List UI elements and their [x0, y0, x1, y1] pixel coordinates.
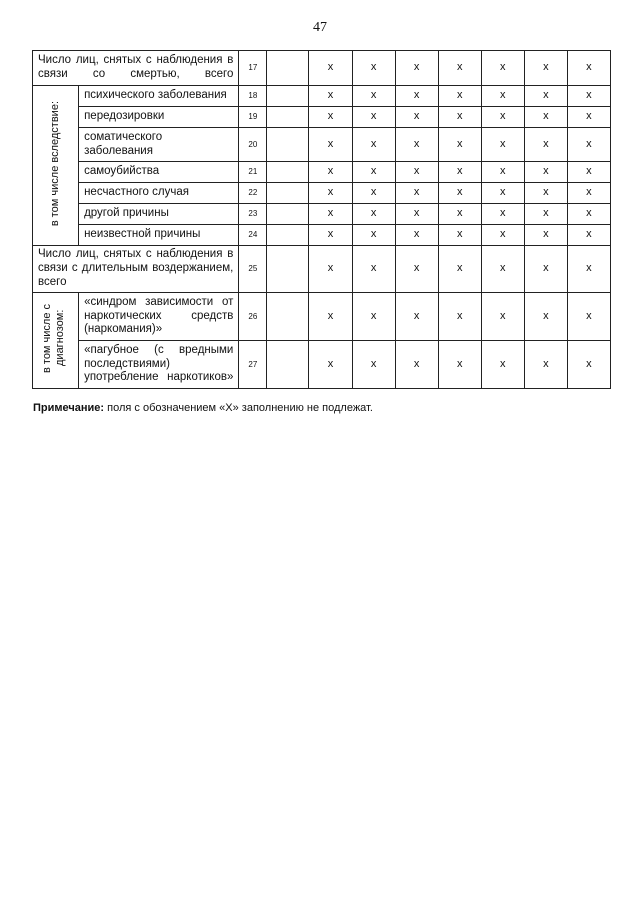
x-mark: x	[438, 107, 481, 128]
x-mark: x	[524, 107, 567, 128]
x-mark: x	[309, 246, 352, 293]
x-mark: x	[309, 204, 352, 225]
x-mark: x	[481, 183, 524, 204]
note-title: Примечание:	[33, 402, 105, 414]
x-mark: x	[524, 246, 567, 293]
row-code: 26	[239, 293, 267, 341]
x-mark: x	[395, 51, 438, 86]
row-label: несчастного случая	[79, 183, 239, 204]
x-mark: x	[481, 86, 524, 107]
x-mark: x	[567, 107, 610, 128]
x-mark: x	[481, 162, 524, 183]
report-table	[32, 50, 611, 389]
x-mark: x	[438, 293, 481, 341]
row-code: 22	[239, 183, 267, 204]
x-mark: x	[567, 246, 610, 293]
x-mark: x	[567, 204, 610, 225]
table-row-21	[33, 162, 611, 183]
row-label: «пагубное (с вредными последствиями) употребление наркотиков»	[79, 341, 239, 389]
row-code: 21	[239, 162, 267, 183]
data-cell[interactable]	[267, 128, 309, 162]
x-mark: x	[395, 246, 438, 293]
x-mark: x	[395, 128, 438, 162]
x-mark: x	[567, 162, 610, 183]
x-mark: x	[309, 183, 352, 204]
row-code: 23	[239, 204, 267, 225]
data-cell[interactable]	[267, 86, 309, 107]
x-mark: x	[352, 51, 395, 86]
x-mark: x	[395, 341, 438, 389]
x-mark: x	[524, 225, 567, 246]
x-mark: x	[481, 128, 524, 162]
table-row-18	[33, 86, 611, 107]
row-code: 19	[239, 107, 267, 128]
x-mark: x	[395, 162, 438, 183]
row-label: соматического заболевания	[79, 128, 239, 162]
x-mark: x	[438, 128, 481, 162]
table-row-25	[33, 246, 611, 293]
group-label-diagnosis: в том числе с диагнозом:	[33, 293, 79, 389]
row-code: 24	[239, 225, 267, 246]
table-row-19	[33, 107, 611, 128]
x-mark: x	[309, 107, 352, 128]
data-cell[interactable]	[267, 51, 309, 86]
x-mark: x	[395, 183, 438, 204]
x-mark: x	[524, 86, 567, 107]
x-mark: x	[524, 162, 567, 183]
x-mark: x	[481, 246, 524, 293]
row-code: 20	[239, 128, 267, 162]
row-label: самоубийства	[79, 162, 239, 183]
x-mark: x	[481, 225, 524, 246]
row-label: психического заболевания	[79, 86, 239, 107]
x-mark: x	[481, 204, 524, 225]
table-row-26	[33, 293, 611, 341]
x-mark: x	[395, 293, 438, 341]
x-mark: x	[309, 293, 352, 341]
x-mark: x	[524, 128, 567, 162]
table-row-20	[33, 128, 611, 162]
data-cell[interactable]	[267, 341, 309, 389]
table-row-17	[33, 51, 611, 86]
x-mark: x	[352, 293, 395, 341]
x-mark: x	[352, 86, 395, 107]
table-row-24	[33, 225, 611, 246]
x-mark: x	[438, 204, 481, 225]
x-mark: x	[395, 204, 438, 225]
row-code: 18	[239, 86, 267, 107]
x-mark: x	[481, 341, 524, 389]
data-cell[interactable]	[267, 246, 309, 293]
x-mark: x	[352, 204, 395, 225]
x-mark: x	[481, 107, 524, 128]
x-mark: x	[309, 225, 352, 246]
data-cell[interactable]	[267, 225, 309, 246]
x-mark: x	[352, 107, 395, 128]
group-label-cause: в том числе вследствие:	[33, 86, 79, 246]
x-mark: x	[438, 341, 481, 389]
x-mark: x	[309, 341, 352, 389]
x-mark: x	[438, 225, 481, 246]
x-mark: x	[352, 246, 395, 293]
x-mark: x	[438, 162, 481, 183]
x-mark: x	[438, 183, 481, 204]
x-mark: x	[352, 225, 395, 246]
x-mark: x	[438, 51, 481, 86]
row-code: 17	[239, 51, 267, 86]
note-text: поля с обозначением «Х» заполнению не подлежат.	[107, 402, 373, 414]
x-mark: x	[567, 128, 610, 162]
x-mark: x	[309, 128, 352, 162]
data-cell[interactable]	[267, 204, 309, 225]
data-cell[interactable]	[267, 293, 309, 341]
x-mark: x	[524, 183, 567, 204]
data-cell[interactable]	[267, 107, 309, 128]
x-mark: x	[567, 51, 610, 86]
page-number: 47	[313, 20, 327, 35]
x-mark: x	[524, 204, 567, 225]
x-mark: x	[567, 341, 610, 389]
table-row-22	[33, 183, 611, 204]
x-mark: x	[567, 293, 610, 341]
x-mark: x	[309, 162, 352, 183]
x-mark: x	[395, 225, 438, 246]
x-mark: x	[567, 225, 610, 246]
note	[33, 402, 613, 414]
x-mark: x	[524, 341, 567, 389]
row-code: 25	[239, 246, 267, 293]
x-mark: x	[352, 183, 395, 204]
x-mark: x	[481, 293, 524, 341]
row-label: Число лиц, снятых с наблюдения в связи со смертью, всего	[33, 51, 239, 86]
x-mark: x	[309, 51, 352, 86]
x-mark: x	[567, 86, 610, 107]
row-label: другой причины	[79, 204, 239, 225]
row-label: «синдром зависимости от наркотических средств (наркомания)»	[79, 293, 239, 341]
x-mark: x	[352, 162, 395, 183]
data-cell[interactable]	[267, 162, 309, 183]
row-label: передозировки	[79, 107, 239, 128]
x-mark: x	[395, 86, 438, 107]
x-mark: x	[352, 128, 395, 162]
x-mark: x	[524, 51, 567, 86]
x-mark: x	[395, 107, 438, 128]
row-code: 27	[239, 341, 267, 389]
row-label: Число лиц, снятых с наблюдения в связи с длительным воздержанием, всего	[33, 246, 239, 293]
table-row-27	[33, 341, 611, 389]
x-mark: x	[438, 246, 481, 293]
x-mark: x	[309, 86, 352, 107]
data-cell[interactable]	[267, 183, 309, 204]
x-mark: x	[438, 86, 481, 107]
x-mark: x	[481, 51, 524, 86]
row-label: неизвестной причины	[79, 225, 239, 246]
x-mark: x	[567, 183, 610, 204]
x-mark: x	[352, 341, 395, 389]
table-row-23	[33, 204, 611, 225]
x-mark: x	[524, 293, 567, 341]
